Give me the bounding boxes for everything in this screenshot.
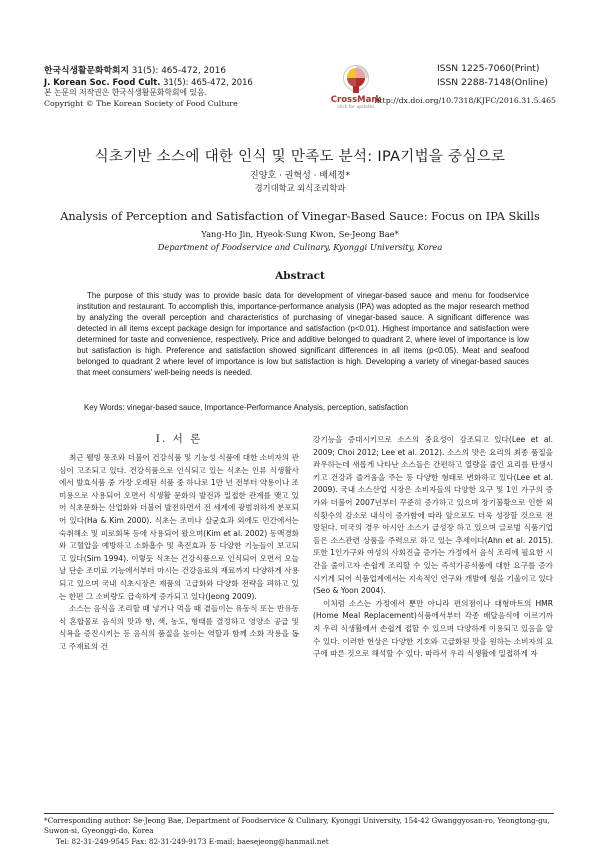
footnote-contact: Tel: 82-31-249-9545 Fax: 82-31-249-9173 E-mail: baesejeong@hanmail.net xyxy=(56,836,329,846)
body-paragraph: 소스는 음식을 조리할 때 넣거나 먹을 때 곁들이는 유동식 또는 반유동식 혼합물로 음식의 맛과 향, 색, 농도, 형태를 결정하고 영양소 공급 및 식욕을 증진시키는 등 음식의 품질을 높이는 역할과 함께 소화 작용을 돕고 주재료의 건 xyxy=(59,604,299,651)
footnote xyxy=(44,816,556,847)
body-paragraph: 최근 웰빙 풍조와 더불어 건강식품 및 기능성 식품에 대한 소비자의 관심이 고조되고 있다. 건강식품으로 인식되고 있는 식초는 인류 식생활사에서 발효식품 중 가장 오래된 식품 중 하나로 1만 년 전부터 약용이나 조미용으로 사용되어 오면서 식생활 문화의 발전과 밀접한 관계를 맺고 있어 식초문화는 산업화와 더불어 발전하면서 전 세계에 광범위하게 분포되어 있다(Ha & Kim 2000). 식초는 조미나 살균효과 외에도 민간에서는 숙취해소 및 피로회복 등에 사용되어 왔으며(Kim et al. 2002) 동맥경화와 고혈압을 예방하고 소화흡수 및 촉진효과 등 다양한 기능들이 보고되고 있다(Sim 1994). 이렇듯 식초는 건강식품으로 인식되어 오면서 오늘날 단순 조미료 기능에서부터 마시는 건강음료의 재료까지 다양하게 사용되고 있으며 국내 식초시장은 제품의 고급화와 다양화 전략을 펴하고 있는 한편 그 소비량도 급속하게 증가되고 있다(Jeong 2009). xyxy=(59,453,299,601)
journal-volume-ko: 31(5): 465-472, 2016 xyxy=(128,66,226,76)
issn-print: ISSN 1225-7060(Print) xyxy=(436,63,540,74)
body-paragraph: 강기능을 증대시키므로 소스의 중요성이 강조되고 있다(Lee et al. 2009; Choi 2012; Lee et al. 2012). 소스의 맛은 요리의 최종 품질을 좌우하는데 새롭게 나타난 소스들은 간편하고 열량을 줄인 요리를 탄생시키고 건강과 즐거움을 주는 등 다양한 형태로 변화하고 있다(Lee et al. 2009). 국내 소스산업 시장은 소비자들의 다양한 요구 및 1인 가구의 증가와 더불어 2007년부터 꾸준히 증가하고 있으며 장기불황으로 인한 외식횟수의 감소로 내식이 증가함에 따라 앞으로도 더욱 성장할 것으로 전망된다. 미국의 경우 아시안 소스가 급성장 하고 있으며 글로벌 식품기업들은 소스관련 상품을 주력으로 하고 있는 추세이다(Ahn et al. 2015). 또한 1인가구와 여성의 사회진출 증가는 가정에서 음식 조리에 필요한 시간을 줄이고자 손쉽게 조리할 수 있는 즉석가공식품에 대한 요구를 증가시키게 되어 식품업계에서는 지속적인 연구와 개발에 힘을 기울이고 있다(Seo & Yoon 2004). xyxy=(313,435,553,596)
footnote-divider xyxy=(44,813,554,814)
issn-online: ISSN 2288-7148(Online) xyxy=(436,76,548,88)
doi-link[interactable]: http://dx.doi.org/10.7318/KJFC/2016.31.5.465 xyxy=(374,96,556,105)
abstract-text: The purpose of this study was to provide basic data for development of vinegar-based sauce and menu for foodservice institution and restaurant. To accomplish this, importance-performance analysis (IPA) was adopted as the major research method by analyzing the overall perception and characteristics of purchasing of vinegar-based sauce. A significant difference was detected in all items except package design for importance and satisfaction (p<0.01). Highest importance and satisfaction were determined for taste and convenience, respectively. Price and additive belonged to quadrant 2, where level of importance is low but satisfaction is high. Preference and satisfaction showed significant differences in all items (p<0.05). Meat and seafood belonged to quadrant 2 where level of importance is low but satisfaction is high. Developing a variety of vinegar-based sauces that meet consumers' well-being needs is needed. xyxy=(77,291,529,377)
journal-title-ko: 한국식생활문화학회지 xyxy=(44,66,129,76)
body-column-left xyxy=(59,434,299,654)
affiliation-korean: 경기대학교 외식조리학과 xyxy=(254,183,346,193)
crossmark-icon xyxy=(342,64,370,94)
authors-korean: 진양호 · 권혁성 · 배세정* xyxy=(250,171,350,181)
footnote-corresponding-author: *Corresponding author: Se-Jeong Bae, Department of Foodservice & Culinary, Kyonggi University, 154-42 Gwanggyosan-ro, Yeongtong-gu, Suwon-si, Gyeonggi-do, Korea xyxy=(44,816,550,836)
authors-english: Yang-Ho Jin, Hyeok-Sung Kwon, Se-Jeong Bae* xyxy=(201,229,399,239)
title-english: Analysis of Perception and Satisfaction of Vinegar-Based Sauce: Focus on IPA Skills xyxy=(60,210,540,223)
journal-info xyxy=(44,66,344,109)
body-paragraph: 이처럼 소스는 가정에서 뿐만 아니라 편의점이나 대형마트의 HMR (Home Meal Replacement)식품에서부터 각종 배달음식에 이르기까지 우리 식생활에서 손쉽게 접할 수 있으며 다양하게 이용되고 있음을 알 수 있다. 이러한 현상은 다양한 기호와 고급화된 맛을 원하는 소비자의 요구에 따른 것으로 해석할 수 있다. 따라서 우리 식생활에 밀접하게 자 xyxy=(313,598,553,659)
affiliation-english: Department of Foodservice and Culinary, Kyonggi University, Korea xyxy=(157,242,443,252)
keywords-label: Key Words: xyxy=(84,403,125,412)
keywords xyxy=(84,403,534,412)
journal-name-ko xyxy=(44,66,344,77)
body-column-right xyxy=(313,434,553,661)
crossmark-sublabel: click for updates xyxy=(337,105,375,110)
copyright-notice-en: Copyright © The Korean Society of Food Culture xyxy=(44,98,238,108)
abstract-heading: Abstract xyxy=(275,270,325,282)
title-korean: 식초기반 소스에 대한 인식 및 만족도 분석: IPA기법을 중심으로 xyxy=(94,149,506,165)
crossmark-label: CrossMark xyxy=(330,95,382,105)
journal-name-en xyxy=(44,77,344,88)
journal-volume-en: 31(5): 465-472, 2016 xyxy=(160,77,253,87)
issn-block xyxy=(437,62,548,89)
journal-title-en: J. Korean Soc. Food Cult. xyxy=(44,77,161,87)
keywords-list: vinegar-based sauce, Importance-Performance Analysis, perception, satisfaction xyxy=(124,403,408,412)
copyright-notice-ko: 본 논문의 저작권은 한국식생활문화학회에 있음. xyxy=(44,88,208,97)
section-heading-introduction: Ⅰ. 서 론 xyxy=(155,433,203,445)
